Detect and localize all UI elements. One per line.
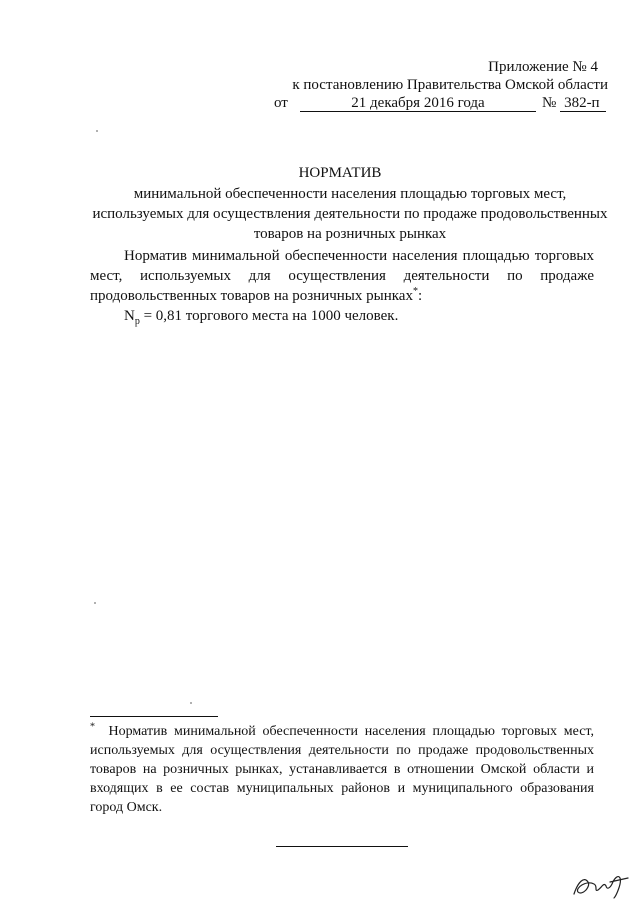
footnote-divider <box>90 716 218 717</box>
formula-text: = 0,81 торгового места на 1000 человек. <box>139 308 399 324</box>
formula-subscript: р <box>134 316 140 327</box>
footnote-reference: * <box>412 286 418 297</box>
body-paragraph <box>90 246 594 306</box>
footnote-marker: * <box>90 721 95 733</box>
norm-formula <box>124 306 594 326</box>
number-prefix: № <box>542 95 557 111</box>
appendix-reference: к постановлению Правительства Омской области <box>292 77 608 93</box>
scan-speck <box>190 702 192 704</box>
handwritten-signature <box>570 868 632 900</box>
document-subtitle: минимальной обеспеченности населения площадью торговых мест, используемых для осуществления деятельности по продаже продовольственных товаров на розничных рынках <box>92 186 608 242</box>
body-paragraph-end: : <box>417 288 423 304</box>
appendix-title: Приложение № 4 <box>488 59 598 75</box>
formula-symbol: N <box>124 308 135 324</box>
number-value: 382-п <box>560 95 606 112</box>
end-divider <box>276 846 408 847</box>
document-title: НОРМАТИВ <box>298 165 382 181</box>
scan-speck <box>94 602 96 604</box>
footnote-text: Норматив минимальной обеспеченности населения площадью торговых мест, используемых для осуществления деятельности по продаже продовольственных товаров на розничных рынках, устанавливается в отношении Омской области и входящих в ее состав муниципальных районов и муниципального образования город Омск. <box>90 724 594 815</box>
scan-speck <box>96 130 98 132</box>
date-prefix: от <box>274 95 288 111</box>
footnote <box>90 722 594 817</box>
body-paragraph-text: Норматив минимальной обеспеченности населения площадью торговых мест, используемых для осуществления деятельности по продаже продовольственных товаров на розничных рынках <box>90 248 594 304</box>
date-value: 21 декабря 2016 года <box>300 95 536 112</box>
appendix-date-line <box>274 94 618 112</box>
